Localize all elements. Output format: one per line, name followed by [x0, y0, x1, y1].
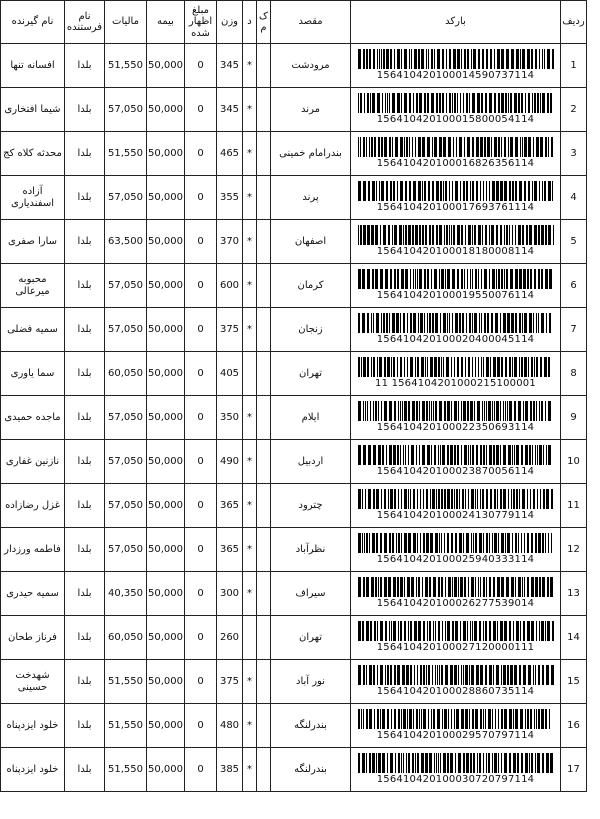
table-row — [1, 44, 587, 88]
barcode-number: 156410420100017693761114 — [376, 202, 535, 214]
cell-d: * — [243, 572, 257, 616]
cell-sender-name: بلدا — [65, 748, 105, 792]
barcode-number: 156410420100025940333114 — [376, 554, 535, 566]
cell-receiver-name: سمیه حیدری — [1, 572, 65, 616]
cell-km — [257, 396, 271, 440]
table-row — [1, 132, 587, 176]
table-row — [1, 572, 587, 616]
cell-barcode — [351, 44, 561, 88]
barcode-graphic — [356, 401, 556, 421]
header-d: د — [243, 1, 257, 44]
barcode-number: 156410420100030720797114 — [376, 774, 535, 786]
barcode-graphic — [356, 753, 556, 773]
table-row — [1, 88, 587, 132]
barcode-graphic — [356, 181, 556, 201]
barcode-graphic — [356, 357, 556, 377]
cell-insurance: 50,000 — [147, 660, 185, 704]
cell-destination: پرند — [271, 176, 351, 220]
cell-d: * — [243, 704, 257, 748]
barcode-number: 156410420100020400045114 — [376, 334, 535, 346]
cell-insurance: 50,000 — [147, 616, 185, 660]
header-barcode: بارکد — [351, 1, 561, 44]
cell-sender-name: بلدا — [65, 176, 105, 220]
barcode-graphic — [356, 269, 556, 289]
barcode-graphic — [356, 137, 556, 157]
cell-destination: تهران — [271, 352, 351, 396]
cell-insurance: 50,000 — [147, 220, 185, 264]
cell-d: * — [243, 660, 257, 704]
cell-weight: 350 — [217, 396, 243, 440]
barcode-graphic — [356, 93, 556, 113]
cell-barcode — [351, 572, 561, 616]
cell-d: * — [243, 132, 257, 176]
cell-receiver-name: غزل رضازاده — [1, 484, 65, 528]
cell-km — [257, 440, 271, 484]
cell-weight: 300 — [217, 572, 243, 616]
table-row — [1, 748, 587, 792]
cell-tax: 60,050 — [105, 616, 147, 660]
cell-insurance: 50,000 — [147, 44, 185, 88]
cell-declared-amount: 0 — [185, 572, 217, 616]
cell-weight: 405 — [217, 352, 243, 396]
cell-barcode — [351, 616, 561, 660]
cell-destination: نور آباد — [271, 660, 351, 704]
cell-declared-amount: 0 — [185, 44, 217, 88]
cell-sender-name: بلدا — [65, 44, 105, 88]
table-header — [1, 1, 587, 44]
cell-d: * — [243, 748, 257, 792]
cell-d — [243, 352, 257, 396]
barcode-graphic — [356, 621, 556, 641]
header-destination: مقصد — [271, 1, 351, 44]
table-row — [1, 704, 587, 748]
table-row — [1, 528, 587, 572]
cell-sender-name: بلدا — [65, 308, 105, 352]
cell-row-number: 7 — [561, 308, 587, 352]
cell-tax: 57,050 — [105, 176, 147, 220]
cell-declared-amount: 0 — [185, 660, 217, 704]
cell-tax: 57,050 — [105, 396, 147, 440]
cell-km — [257, 88, 271, 132]
cell-tax: 51,550 — [105, 748, 147, 792]
table-row — [1, 484, 587, 528]
cell-d: * — [243, 44, 257, 88]
cell-insurance: 50,000 — [147, 484, 185, 528]
cell-km — [257, 264, 271, 308]
barcode-graphic — [356, 49, 556, 69]
cell-d: * — [243, 440, 257, 484]
cell-row-number: 8 — [561, 352, 587, 396]
barcode-graphic — [356, 225, 556, 245]
cell-sender-name: بلدا — [65, 88, 105, 132]
barcode-number: 1564104201000215100001 11 — [375, 378, 536, 390]
barcode-number: 156410420100016826356114 — [376, 158, 535, 170]
cell-receiver-name: آزاده اسفندیاری — [1, 176, 65, 220]
cell-receiver-name: خلود ایزدپناه — [1, 748, 65, 792]
barcode-number: 156410420100018180008114 — [376, 246, 535, 258]
cell-tax: 60,050 — [105, 352, 147, 396]
cell-weight: 370 — [217, 220, 243, 264]
table-row — [1, 264, 587, 308]
cell-row-number: 17 — [561, 748, 587, 792]
cell-barcode — [351, 264, 561, 308]
cell-d: * — [243, 176, 257, 220]
cell-barcode — [351, 308, 561, 352]
cell-weight: 480 — [217, 704, 243, 748]
barcode-graphic — [356, 665, 556, 685]
cell-declared-amount: 0 — [185, 704, 217, 748]
cell-receiver-name: فرناز طحان — [1, 616, 65, 660]
cell-destination: بندرامام خمینی — [271, 132, 351, 176]
cell-declared-amount: 0 — [185, 352, 217, 396]
cell-km — [257, 748, 271, 792]
header-insurance: بیمه — [147, 1, 185, 44]
cell-row-number: 10 — [561, 440, 587, 484]
table-row — [1, 176, 587, 220]
barcode-number: 156410420100014590737114 — [376, 70, 535, 82]
cell-receiver-name: شهدخت حسینی — [1, 660, 65, 704]
cell-insurance: 50,000 — [147, 88, 185, 132]
cell-tax: 57,050 — [105, 308, 147, 352]
cell-receiver-name: سما یاوری — [1, 352, 65, 396]
cell-declared-amount: 0 — [185, 748, 217, 792]
cell-d: * — [243, 308, 257, 352]
cell-barcode — [351, 176, 561, 220]
cell-declared-amount: 0 — [185, 484, 217, 528]
cell-sender-name: بلدا — [65, 484, 105, 528]
barcode-graphic — [356, 313, 556, 333]
cell-tax: 57,050 — [105, 528, 147, 572]
cell-destination: بندرلنگه — [271, 748, 351, 792]
cell-insurance: 50,000 — [147, 176, 185, 220]
cell-km — [257, 220, 271, 264]
cell-receiver-name: محدثه کلاه کج — [1, 132, 65, 176]
cell-d: * — [243, 220, 257, 264]
cell-tax: 63,500 — [105, 220, 147, 264]
cell-weight: 375 — [217, 660, 243, 704]
cell-receiver-name: فاطمه ورزدار — [1, 528, 65, 572]
cell-destination: نظرآباد — [271, 528, 351, 572]
table-row — [1, 616, 587, 660]
cell-weight: 385 — [217, 748, 243, 792]
cell-receiver-name: سمیه فضلی — [1, 308, 65, 352]
cell-sender-name: بلدا — [65, 440, 105, 484]
cell-barcode — [351, 220, 561, 264]
cell-tax: 57,050 — [105, 88, 147, 132]
cell-barcode — [351, 352, 561, 396]
cell-row-number: 16 — [561, 704, 587, 748]
cell-d: * — [243, 528, 257, 572]
barcode-graphic — [356, 489, 556, 509]
cell-tax: 51,550 — [105, 44, 147, 88]
cell-receiver-name: ماجده حمیدی — [1, 396, 65, 440]
cell-tax: 51,550 — [105, 660, 147, 704]
cell-destination: بندرلنگه — [271, 704, 351, 748]
cell-insurance: 50,000 — [147, 440, 185, 484]
cell-sender-name: بلدا — [65, 220, 105, 264]
barcode-number: 156410420100022350693114 — [376, 422, 535, 434]
cell-km — [257, 352, 271, 396]
cell-destination: سیراف — [271, 572, 351, 616]
header-declared-amount: مبلغ اظهار شده — [185, 1, 217, 44]
header-km: ک م — [257, 1, 271, 44]
cell-declared-amount: 0 — [185, 264, 217, 308]
cell-row-number: 13 — [561, 572, 587, 616]
barcode-graphic — [356, 709, 556, 729]
cell-declared-amount: 0 — [185, 176, 217, 220]
cell-tax: 57,050 — [105, 484, 147, 528]
cell-km — [257, 484, 271, 528]
header-receiver-name: نام گیرنده — [1, 1, 65, 44]
cell-tax: 57,050 — [105, 440, 147, 484]
cell-row-number: 5 — [561, 220, 587, 264]
header-weight: وزن — [217, 1, 243, 44]
cell-barcode — [351, 748, 561, 792]
cell-insurance: 50,000 — [147, 352, 185, 396]
cell-insurance: 50,000 — [147, 396, 185, 440]
cell-km — [257, 572, 271, 616]
table-row — [1, 352, 587, 396]
cell-sender-name: بلدا — [65, 572, 105, 616]
cell-km — [257, 660, 271, 704]
barcode-graphic — [356, 533, 556, 553]
cell-weight: 355 — [217, 176, 243, 220]
cell-sender-name: بلدا — [65, 352, 105, 396]
cell-declared-amount: 0 — [185, 308, 217, 352]
barcode-graphic — [356, 577, 556, 597]
header-row-number: ردیف — [561, 1, 587, 44]
cell-row-number: 15 — [561, 660, 587, 704]
barcode-number: 156410420100027120000111 — [376, 642, 535, 654]
cell-sender-name: بلدا — [65, 660, 105, 704]
cell-receiver-name: محبوبه میرعالی — [1, 264, 65, 308]
table-row — [1, 220, 587, 264]
barcode-number: 156410420100029570797114 — [376, 730, 535, 742]
cell-row-number: 9 — [561, 396, 587, 440]
cell-weight: 260 — [217, 616, 243, 660]
barcode-number: 156410420100028860735114 — [376, 686, 535, 698]
cell-km — [257, 132, 271, 176]
cell-declared-amount: 0 — [185, 88, 217, 132]
cell-sender-name: بلدا — [65, 704, 105, 748]
cell-weight: 465 — [217, 132, 243, 176]
cell-barcode — [351, 132, 561, 176]
cell-weight: 365 — [217, 484, 243, 528]
table-body — [1, 44, 587, 792]
table-row — [1, 396, 587, 440]
cell-declared-amount: 0 — [185, 616, 217, 660]
cell-d — [243, 616, 257, 660]
cell-barcode — [351, 704, 561, 748]
cell-weight: 345 — [217, 44, 243, 88]
cell-insurance: 50,000 — [147, 264, 185, 308]
cell-km — [257, 308, 271, 352]
barcode-graphic — [356, 445, 556, 465]
cell-d: * — [243, 396, 257, 440]
barcode-number: 156410420100019550076114 — [376, 290, 535, 302]
cell-row-number: 3 — [561, 132, 587, 176]
cell-barcode — [351, 396, 561, 440]
cell-sender-name: بلدا — [65, 132, 105, 176]
cell-row-number: 2 — [561, 88, 587, 132]
header-sender-name: نام فرستنده — [65, 1, 105, 44]
cell-insurance: 50,000 — [147, 528, 185, 572]
cell-row-number: 4 — [561, 176, 587, 220]
cell-row-number: 14 — [561, 616, 587, 660]
cell-insurance: 50,000 — [147, 748, 185, 792]
cell-destination: زنجان — [271, 308, 351, 352]
cell-receiver-name: شیما افتخاری — [1, 88, 65, 132]
cell-weight: 345 — [217, 88, 243, 132]
cell-declared-amount: 0 — [185, 132, 217, 176]
barcode-number: 156410420100026277539014 — [376, 598, 535, 610]
cell-destination: اردبیل — [271, 440, 351, 484]
cell-km — [257, 44, 271, 88]
cell-insurance: 50,000 — [147, 704, 185, 748]
cell-km — [257, 528, 271, 572]
cell-insurance: 50,000 — [147, 132, 185, 176]
cell-weight: 375 — [217, 308, 243, 352]
barcode-number: 156410420100015800054114 — [376, 114, 535, 126]
cell-receiver-name: خلود ایزدپناه — [1, 704, 65, 748]
cell-barcode — [351, 440, 561, 484]
cell-row-number: 1 — [561, 44, 587, 88]
cell-d: * — [243, 484, 257, 528]
cell-sender-name: بلدا — [65, 616, 105, 660]
cell-km — [257, 704, 271, 748]
cell-sender-name: بلدا — [65, 396, 105, 440]
cell-declared-amount: 0 — [185, 220, 217, 264]
cell-sender-name: بلدا — [65, 528, 105, 572]
cell-weight: 490 — [217, 440, 243, 484]
cell-receiver-name: سارا صفری — [1, 220, 65, 264]
cell-destination: اصفهان — [271, 220, 351, 264]
cell-row-number: 6 — [561, 264, 587, 308]
cell-receiver-name: نازنین غفاری — [1, 440, 65, 484]
cell-row-number: 11 — [561, 484, 587, 528]
cell-destination: چترود — [271, 484, 351, 528]
cell-declared-amount: 0 — [185, 528, 217, 572]
cell-insurance: 50,000 — [147, 572, 185, 616]
table-row — [1, 660, 587, 704]
table-row — [1, 440, 587, 484]
cell-sender-name: بلدا — [65, 264, 105, 308]
cell-insurance: 50,000 — [147, 308, 185, 352]
cell-declared-amount: 0 — [185, 396, 217, 440]
header-tax: مالیات — [105, 1, 147, 44]
cell-destination: تهران — [271, 616, 351, 660]
cell-barcode — [351, 660, 561, 704]
cell-barcode — [351, 484, 561, 528]
cell-barcode — [351, 528, 561, 572]
cell-weight: 365 — [217, 528, 243, 572]
cell-weight: 600 — [217, 264, 243, 308]
cell-destination: کرمان — [271, 264, 351, 308]
cell-receiver-name: افسانه تنها — [1, 44, 65, 88]
cell-d: * — [243, 88, 257, 132]
table-row — [1, 308, 587, 352]
cell-tax: 51,550 — [105, 132, 147, 176]
cell-row-number: 12 — [561, 528, 587, 572]
cell-km — [257, 176, 271, 220]
cell-tax: 40,350 — [105, 572, 147, 616]
barcode-number: 156410420100024130779114 — [376, 510, 535, 522]
cell-destination: مرودشت — [271, 44, 351, 88]
cell-destination: مرند — [271, 88, 351, 132]
barcode-number: 156410420100023870056114 — [376, 466, 535, 478]
cell-declared-amount: 0 — [185, 440, 217, 484]
cell-barcode — [351, 88, 561, 132]
cell-destination: ایلام — [271, 396, 351, 440]
cell-tax: 51,550 — [105, 704, 147, 748]
cell-d: * — [243, 264, 257, 308]
cell-tax: 57,050 — [105, 264, 147, 308]
cell-km — [257, 616, 271, 660]
